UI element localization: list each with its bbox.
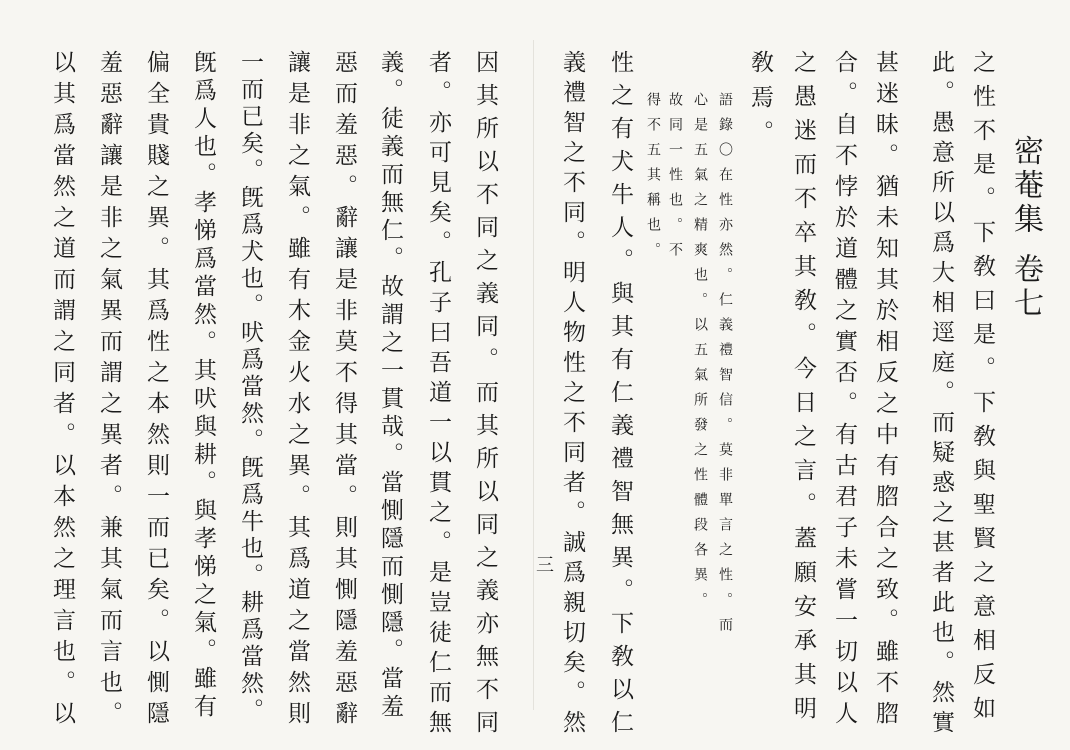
text-column-right-4: 合。自不悖於道體之實否。有古君子未嘗一切以人 bbox=[831, 50, 857, 732]
text-column-left-7: 讓是非之氣。雖有木金火水之異。其爲道之當然則 bbox=[284, 50, 310, 732]
page-header bbox=[1008, 135, 1043, 321]
text-column-left-3: 因其所以不同之義同。而其所以同之義亦無不同 bbox=[472, 50, 498, 743]
header-volume: 卷七 bbox=[1008, 253, 1043, 321]
text-column-left-6: 惡而羞惡。辭讓是非莫不得其當。則其惻隱羞惡辭 bbox=[331, 50, 357, 732]
page-fold-divider bbox=[533, 40, 534, 710]
note-column-4: 得不五其稱也。 bbox=[645, 92, 661, 267]
note-column-2: 心是五氣之精爽也。以五氣所發之性體段各異。 bbox=[692, 92, 708, 617]
text-column-left-11: 羞惡辭讓是非之氣異而謂之異者。兼其氣而言也。 bbox=[96, 50, 122, 732]
text-column-right-2: 此。愚意所以爲大相逕庭。而疑惑之甚者此也。然實 bbox=[928, 50, 954, 740]
text-column-left-12: 以其爲當然之道而謂之同者。以本然之理言也。以 bbox=[49, 50, 75, 732]
header-title: 密菴集 bbox=[1008, 135, 1043, 237]
page-number: 三 bbox=[533, 555, 554, 573]
text-column-left-8: 一而已矣。旣爲犬也。吠爲當然。旣爲牛也。耕爲當然。 bbox=[237, 50, 263, 725]
text-column-right-3: 甚迷昧。猶未知其於相反之中有脗合之致。雖不脗 bbox=[872, 50, 898, 732]
text-column-left-4: 者。亦可見矣。孔子曰吾道一以貫之。是豈徒仁而無 bbox=[425, 50, 451, 740]
text-column-right-6: 敎焉。 bbox=[747, 50, 773, 155]
text-column-left-2: 義禮智之不同。明人物性之不同者。誠爲親切矣。然 bbox=[559, 50, 585, 740]
text-column-left-1: 性之有犬牛人。與其有仁義禮智無異。下敎以仁 bbox=[607, 50, 633, 743]
text-column-left-9: 旣爲人也。孝悌爲當然。其吠與耕。與孝悌之氣。雖有 bbox=[190, 50, 216, 722]
text-column-right-5: 之愚迷而不卒其敎。今日之言。蓋願安承其明 bbox=[790, 50, 816, 730]
text-column-left-5: 義。徒義而無仁。故謂之一貫哉。當惻隱而惻隱。當羞 bbox=[377, 50, 403, 722]
note-column-1: 語錄〇在性亦然。仁義禮智信。莫非單言之性。而 bbox=[717, 92, 733, 642]
text-column-left-10: 偏全貴賤之異。其爲性之本然則一而已矣。以惻隱 bbox=[143, 50, 169, 732]
text-column-right-1: 之性不是。下敎曰是。下敎與聖賢之意相反如 bbox=[969, 50, 995, 730]
note-column-3: 故同一性也。不 bbox=[667, 92, 683, 267]
